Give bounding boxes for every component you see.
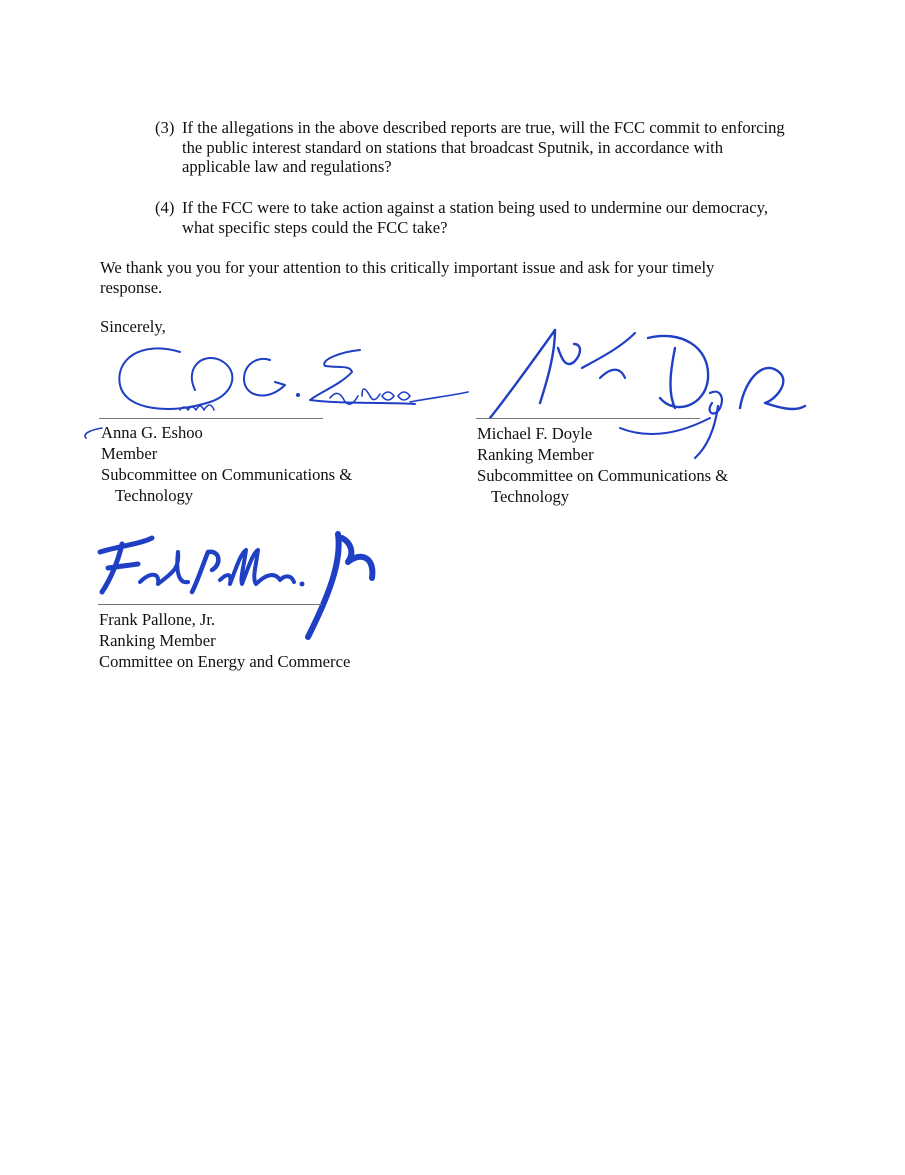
question-number: (4)	[155, 198, 175, 217]
signatory-committee: Subcommittee on Communications &	[477, 466, 729, 485]
signature-line	[476, 418, 700, 419]
question-text: If the allegations in the above described reports are true, will the FCC commit to enforcing the public interest standard on stations that broadcast Sputnik, in accordance with applicable law and regulations?	[182, 118, 785, 176]
signatory-committee-continued: Technology	[491, 487, 570, 506]
signatory-block-pallone	[99, 609, 350, 672]
salutation: Sincerely,	[100, 317, 166, 336]
signature-line	[98, 604, 322, 605]
signatory-name: Frank Pallone, Jr.	[99, 610, 216, 629]
signatory-name: Michael F. Doyle	[477, 424, 593, 443]
signatory-committee-continued: Technology	[115, 486, 194, 505]
signature-line	[99, 418, 323, 419]
signatory-block-eshoo	[101, 422, 352, 506]
signatory-title: Member	[101, 444, 158, 463]
signatory-title: Ranking Member	[99, 631, 216, 650]
question-text: If the FCC were to take action against a station being used to undermine our democracy, what specific steps could the FCC take?	[182, 198, 768, 237]
signatory-name: Anna G. Eshoo	[101, 423, 203, 442]
signatory-committee: Committee on Energy and Commerce	[99, 652, 351, 671]
closing-paragraph: We thank you you for your attention to this critically important issue and ask for your timely response.	[100, 258, 715, 297]
signatory-block-doyle	[477, 423, 728, 507]
question-number: (3)	[155, 118, 175, 137]
signatory-title: Ranking Member	[477, 445, 594, 464]
signatory-committee: Subcommittee on Communications &	[101, 465, 353, 484]
